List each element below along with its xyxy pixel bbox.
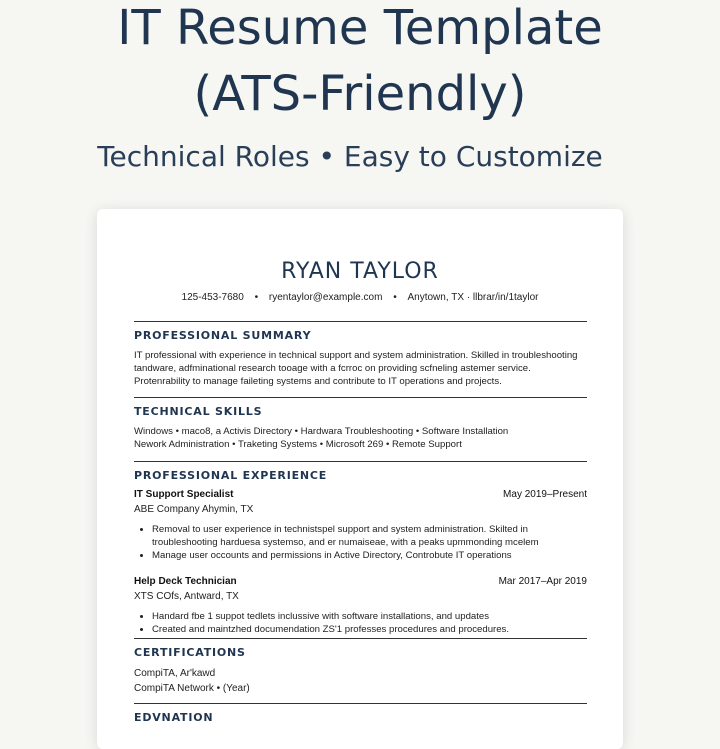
- contact-separator: •: [393, 292, 397, 303]
- banner-title-line1: IT Resume Template: [117, 0, 603, 56]
- certification-item: CompiTA Network • (Year): [134, 683, 250, 694]
- certifications-section: [134, 638, 587, 696]
- summary-section: [134, 321, 587, 388]
- resume-page: [97, 209, 623, 749]
- job-dates: May 2019–Present: [503, 489, 587, 500]
- contact-line: [97, 292, 623, 303]
- job-title: IT Support Specialist: [134, 489, 234, 500]
- job-entry: [134, 576, 587, 636]
- certifications-heading: CERTIFICATIONS: [134, 646, 246, 659]
- section-divider: [134, 703, 587, 704]
- contact-separator: •: [254, 292, 259, 303]
- job-bullet: • Created and maintzhed documendation ZS'1 professes procedures and procedures.: [152, 623, 587, 636]
- banner-subtitle: Technical Roles • Easy to Customize: [97, 140, 603, 173]
- skills-line-1: Windows • maco8, a Activis Directory • Hardwara Troubleshooting • Software Installation: [134, 426, 509, 437]
- job-entry: [134, 489, 587, 562]
- education-section: [134, 703, 587, 731]
- section-divider: [134, 461, 587, 462]
- resume-name: RYAN TAYLOR: [281, 259, 439, 284]
- job-dates: Mar 2017–Apr 2019: [498, 576, 587, 587]
- contact-location: Anytown, TX · llbrar/in/1taylor: [407, 292, 539, 303]
- skills-line-2: Nework Administration • Traketing Systems • Microsoft 269 • Remote Support: [134, 439, 462, 450]
- section-divider: [134, 321, 587, 322]
- summary-text: IT professional with experience in technical support and system administration. Skilled in troubleshooting tandware, adfminational research tooage with a fcrroc on providing scfneling astemer service. Protenrability to manage faileting systems and contribute to IT operations and projects.: [134, 350, 578, 387]
- section-divider: [134, 638, 587, 639]
- contact-email: ryentaylor@example.com: [268, 292, 383, 303]
- job-company: ABE Company Ahymin, TX: [134, 504, 254, 515]
- education-heading: EDVNATION: [134, 711, 214, 724]
- certification-item: CompiTA, Ar'kawd: [134, 668, 216, 679]
- job-bullet: • Removal to user experience in technistspel support and system administration. Skilted in troubleshooting harduesa systemso, and er numaiseae, with a peaks upmmonding mcelem: [152, 523, 587, 549]
- job-company: XTS COfs, Antward, TX: [134, 591, 239, 602]
- job-title: Help Deck Technician: [134, 576, 237, 587]
- section-divider: [134, 397, 587, 398]
- experience-heading: PROFESSIONAL EXPERIENCE: [134, 469, 328, 482]
- summary-heading: PROFESSIONAL SUMMARY: [134, 329, 312, 342]
- banner-title-line2: (ATS-Friendly): [193, 66, 527, 122]
- skills-heading: TECHNICAL SKILLS: [134, 405, 263, 418]
- job-bullet: • Handard fbe 1 suppot tedlets inclussive with software installations, and updates: [152, 610, 587, 623]
- skills-section: [134, 397, 587, 451]
- contact-phone: 125-453-7680: [181, 292, 244, 303]
- job-bullet: • Manage user occounts and permissions in Active Directory, Controbute IT operations: [152, 549, 587, 562]
- experience-section: [134, 461, 587, 636]
